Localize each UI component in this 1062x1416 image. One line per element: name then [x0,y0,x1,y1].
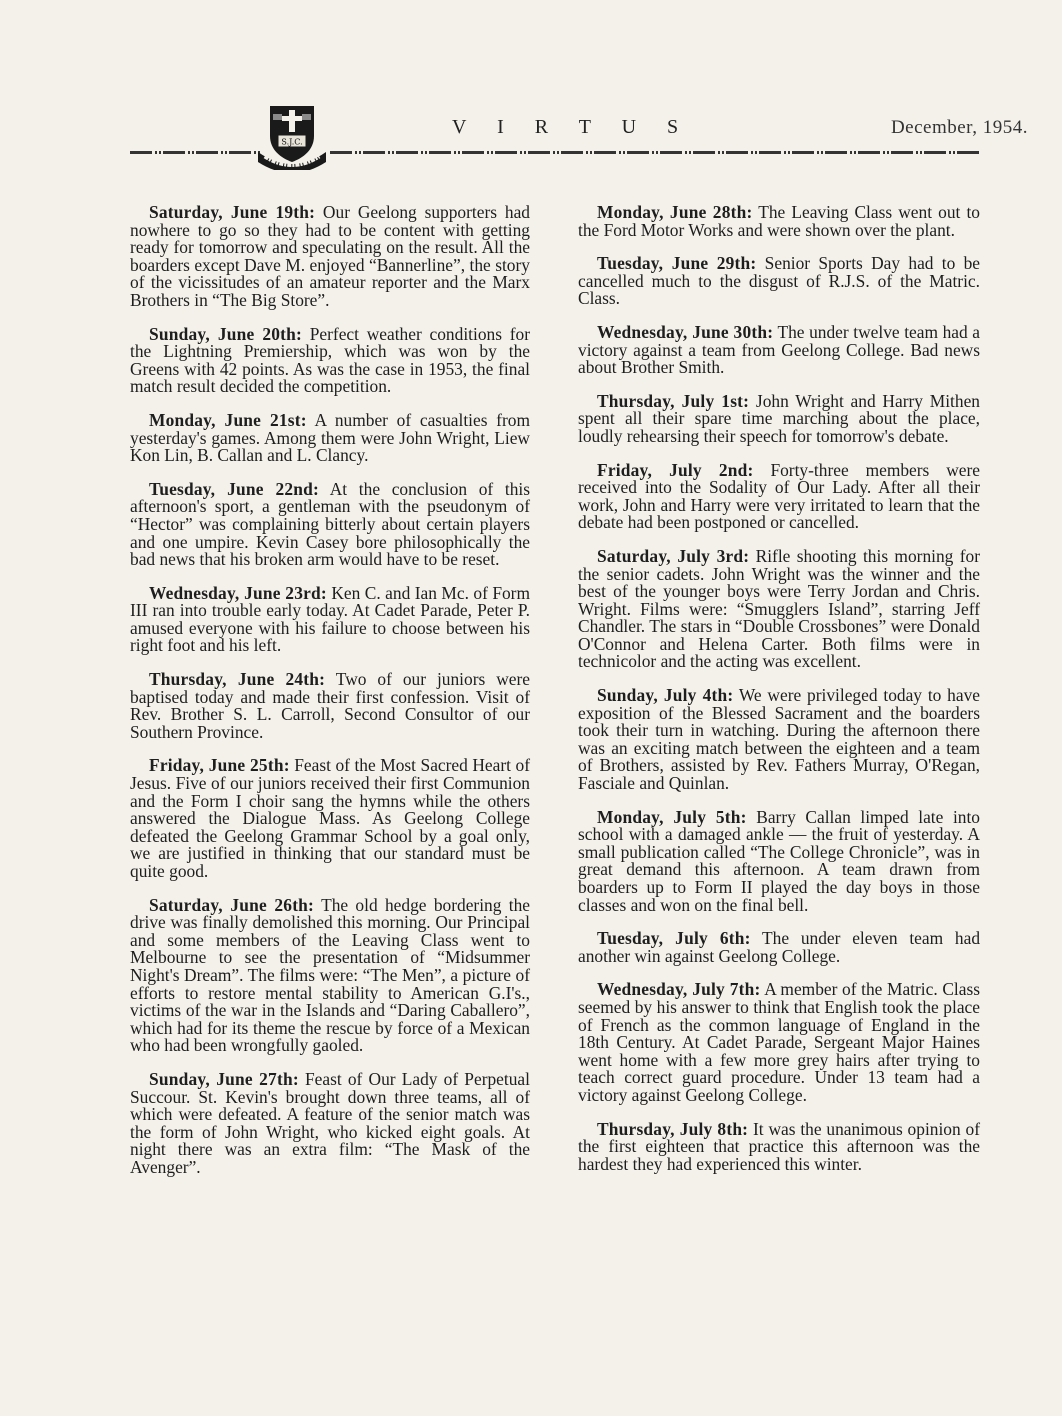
diary-entry [578,1118,981,1174]
entry-text: The Leaving Class went out to the Ford Motor Works and were shown over the plant. [578,202,980,240]
diary-entry [130,671,530,741]
diary-entry [130,323,531,397]
diary-entry [130,478,531,570]
entry-text: Senior Sports Day had to be cancelled much to the disgust of R.J.S. of the Matric. Class. [578,253,980,309]
entry-text: John Wright and Harry Mithen spent all their spare time marching about the place, loudly rehearsing their speech for tomorrow's debate. [578,390,980,446]
entry-date: Wednesday, June 23rd: [149,582,327,603]
entry-date: Saturday, June 19th: [149,202,316,222]
entry-date: Sunday, June 27th: [149,1068,299,1089]
entry-date: Thursday, June 24th: [149,669,326,690]
publication-title: V I R T U S [452,116,692,138]
page-header [0,0,1062,180]
entry-date: Monday, July 5th: [597,806,747,827]
entry-date: Saturday, June 26th: [149,894,315,915]
entry-text: Our Geelong supporters had nowhere to go so they had to be content with getting ready for tomorrow and speculating on the result. All the boarders except Dave M. enjoyed “Bannerline”, the story of the vicissitudes of an amateur reporter and the Marx Brothers in “The Big Store”. [130,202,530,310]
diary-entry [130,582,530,656]
diary-entry [130,757,530,880]
entry-text: The old hedge bordering the drive was finally demolished this morning. Our Principal and some members of the Leaving Class went to Melbourne to see the presentation of “Midsummer Night's Dream”. The films were: “The Men”, a picture of efforts to restore mental stability to American G.I's., victims of the war in the Islands and “Daring Caballero”, which had for its theme the rescue by force of a Mexican who had been wrongfully gaoled. [130,894,531,1056]
entry-text: Feast of the Most Sacred Heart of Jesus. Five of our juniors received their first Communion and the Form I choir sang the hymns while the others answered the Dialogue Mass. As Geelong College defeated the Geelong Grammar School by a goal only, we are justified in thinking that our standard must be quite good. [130,755,530,881]
entry-date: Monday, June 28th: [597,202,753,222]
entry-text: Barry Callan limped late into school with a damaged ankle — the fruit of yesterday. A small publication called “The College Chronicle”, was in great demand this afternoon. A team drawn from boarders up to Form II played the day boys in those classes and won on the final bell. [578,806,980,915]
entry-date: Thursday, July 1st: [597,390,750,411]
diary-entry [130,894,531,1056]
entry-text: Feast of Our Lady of Perpetual Succour. St. Kevin's brought down three teams, all of which were defeated. A feature of the senior match was the form of John Wright, who kicked eight goals. At night there was an extra film: “The Mask of the Avenger”. [130,1068,530,1177]
right-column [578,204,980,1189]
diary-entry [130,1068,530,1177]
diary-entry [130,409,530,466]
entry-date: Tuesday, July 6th: [597,928,751,949]
issue-date: December, 1954. [890,117,1028,138]
entry-date: Friday, June 25th: [149,755,290,776]
entry-text: Perfect weather conditions for the Lightning Premiership, which was won by the Greens with 42 points. As was the case in 1953, the final match result decided the competition. [130,323,531,397]
diary-entry [578,687,980,793]
entry-date: Saturday, July 3rd: [597,545,750,566]
diary-entry [578,459,980,533]
entry-date: Friday, July 2nd: [597,459,754,480]
diary-entry [578,204,980,239]
entry-date: Sunday, June 20th: [149,323,302,344]
diary-entry [578,930,980,965]
entry-text: A number of casualties from yesterday's games. Among them were John Wright, Liew Kon Lin, B. Callan and L. Clancy. [130,409,530,466]
entry-text: The under eleven team had another win against Geelong College. [578,928,981,966]
entry-date: Thursday, July 8th: [597,1118,749,1139]
header-rule-right [330,151,982,154]
entry-text: At the conclusion of this afternoon's sport, a gentleman with the pseudonym of “Hector” was complaining bitterly about certain players and one umpire. Kevin Casey bore philosophically the bad news that his broken arm would have to be reset. [130,478,531,570]
diary-entry [578,390,980,446]
entry-text: Ken C. and Ian Mc. of Form III ran into trouble early today. At Cadet Parade, Peter P. amused everyone with his failure to choose between his right foot and his left. [130,582,530,656]
diary-entry [578,255,980,308]
diary-entry [130,204,530,310]
entry-text: The under twelve team had a victory against a team from Geelong College. Bad news about Brother Smith. [578,321,980,378]
diary-entry [578,981,980,1104]
entry-text: Rifle shooting this morning for the senior cadets. John Wright was the winner and the best of the younger boys were Terry Jordan and Chris. Wright. Films were: “Smugglers Island”, starring Jeff Chandler. The stars in “Double Crossbones” were Donald O'Connor and Helena Carter. Both films were in technicolor and the acting was excellent. [578,545,980,672]
entry-text: Forty-three members were received into the Sodality of Our Lady. After all their work, John and Harry were very irritated to learn that the debate had been postponed or cancelled. [578,459,980,533]
svg-text:S.J.C.: S.J.C. [281,137,303,147]
header-rule-left [130,151,260,154]
school-crest [256,100,328,170]
entry-text: We were privileged today to have exposition of the Blessed Sacrament and the boarders took their turn in watching. During the afternoon there was an exciting match between the eighteen and a team of Brothers, assisted by Rev. Fathers Murray, O'Regan, Fasciale and Quinlan. [578,685,981,794]
entry-text: A member of the Matric. Class seemed by his answer to think that English took the place of French as the common language of England in the 18th Century. At Cadet Parade, Sergeant Major Haines went home with a few more grey hairs after trying to teach correct guard procedure. Under 13 team had a victory against Geelong College. [578,979,981,1105]
diary-entry [578,545,980,672]
entry-text: Two of our juniors were baptised today and made their first confession. Visit of Rev. Brother S. L. Carroll, Second Consultor of our Southern Province. [130,669,530,742]
diary-entry [578,806,980,915]
entry-date: Tuesday, June 22nd: [149,478,320,499]
left-column [130,204,530,1193]
entry-date: Monday, June 21st: [149,409,307,430]
entry-date: Wednesday, June 30th: [597,321,774,342]
entry-date: Tuesday, June 29th: [597,253,757,274]
entry-date: Sunday, July 4th: [597,685,734,706]
diary-entry [578,321,980,378]
entry-text: It was the unanimous opinion of the first eighteen that practice this afternoon was the hardest they had experienced this winter. [578,1118,981,1174]
entry-date: Wednesday, July 7th: [597,979,761,1000]
